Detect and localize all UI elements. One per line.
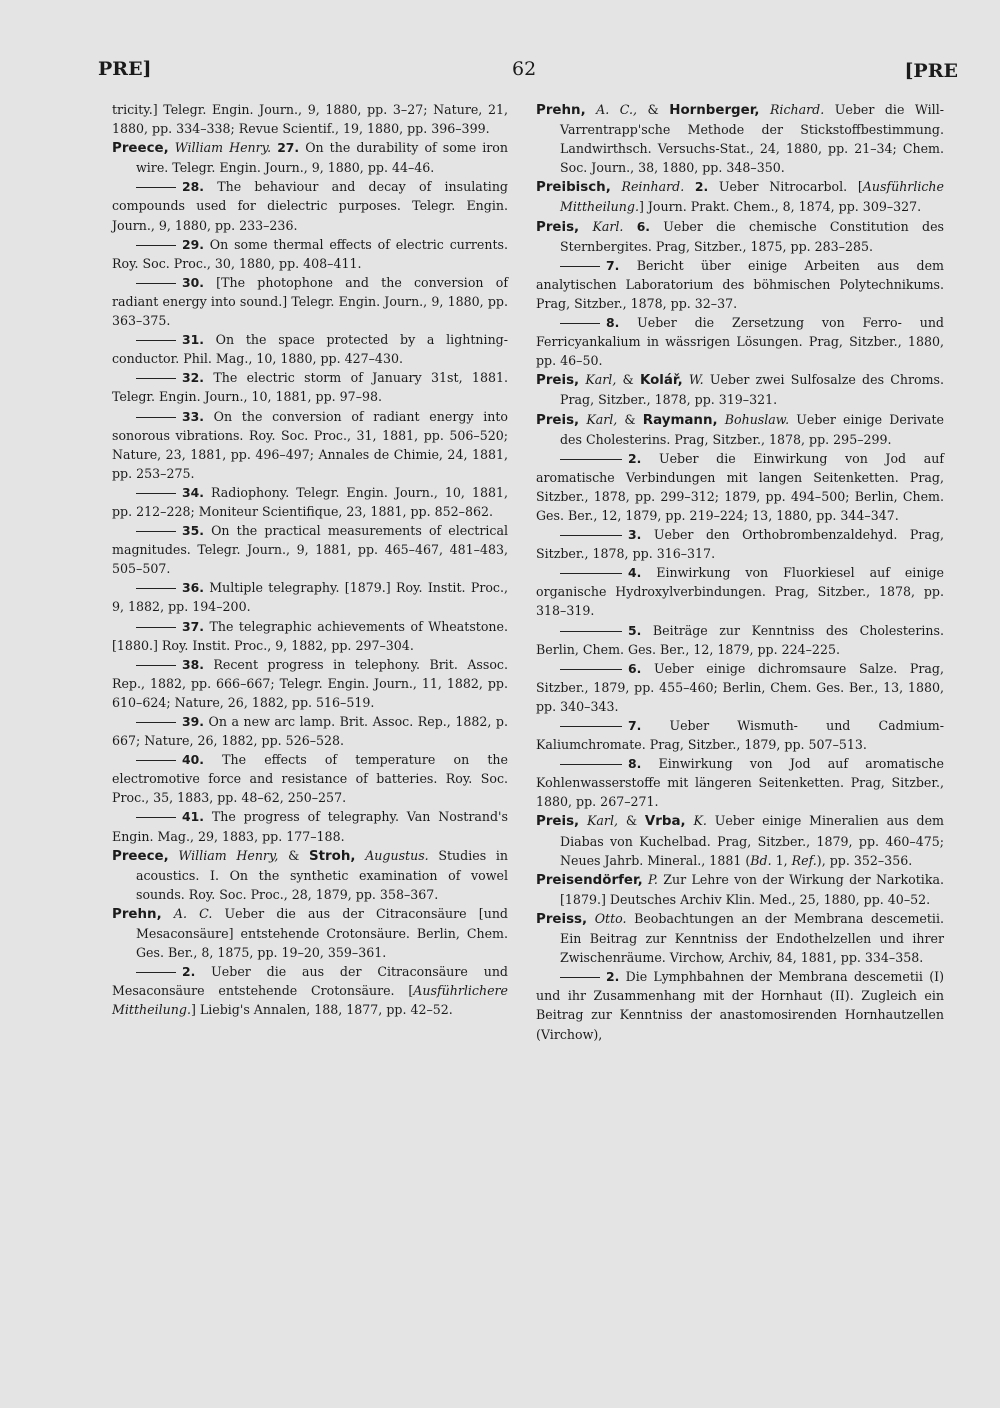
ditto-dash — [136, 493, 176, 494]
sub-entry — [112, 655, 508, 712]
author-name: Preibisch, — [536, 180, 611, 196]
entry-text: ] Journ. Prakt. Chem., 8, 1874, pp. 309–327. — [638, 199, 922, 215]
entry-text: Ueber den Orthobrombenzaldehyd. Prag, Sitzber., 1878, pp. 316–317. — [536, 527, 944, 562]
ditto-dash — [560, 459, 622, 460]
entry-number: 7. — [606, 257, 620, 273]
entry-number: 8. — [628, 756, 642, 772]
entry-number: 34. — [182, 484, 204, 500]
entry-text: & — [636, 102, 670, 117]
entry-text: The progress of telegraphy. Van Nostrand's Engin. Mag., 29, 1883, pp. 177–188. — [112, 809, 508, 844]
entry-number: 41. — [182, 809, 204, 825]
entry-text — [162, 906, 174, 921]
entry-text: On the durability of some iron wire. Telegr. Engin. Journ., 9, 1880, pp. 44–46. — [136, 140, 508, 176]
given-name: William Henry. — [174, 140, 272, 156]
entry-text: & — [617, 813, 645, 829]
entry-text: The electric storm of January 31st, 1881. Telegr. Engin. Journ., 10, 1881, pp. 97–98. — [112, 370, 508, 405]
entry-text — [718, 412, 725, 427]
ditto-dash — [560, 631, 622, 632]
entry-text: Ueber einige Derivate des Cholesterins. Prag, Sitzber., 1878, pp. 295–299. — [560, 411, 945, 447]
sub-entry — [112, 235, 508, 273]
sub-entry — [536, 716, 944, 754]
sub-entry — [112, 483, 508, 521]
sub-entry — [536, 754, 944, 811]
author-name: Preis, — [536, 412, 580, 428]
entry-text: Studies in acoustics. I. On the synthetic examination of vowel sounds. Roy. Soc. Proc., 28, 1879, pp. 358–367. — [136, 847, 509, 902]
entry-number: 36. — [182, 580, 204, 596]
entry-text: Radiophony. Telegr. Engin. Journ., 10, 1881, pp. 212–228; Moniteur Scientifique, 23, 1881, pp. 852–862. — [112, 484, 508, 519]
entry-text — [586, 102, 597, 117]
entry-continuation — [112, 100, 508, 138]
entry-number: 3. — [628, 527, 642, 543]
given-name: Augustus. — [365, 847, 429, 863]
entry-text: & — [617, 411, 643, 427]
italic-text: Ausführliche Mittheilung. — [560, 179, 944, 215]
sub-entry — [112, 750, 508, 807]
ditto-dash — [136, 417, 176, 418]
given-name: William Henry, — [178, 847, 279, 863]
sub-entry — [112, 617, 508, 655]
entry-text: & — [616, 372, 640, 388]
entry-text: Einwirkung von Jod auf aromatische Kohlenwasserstoffe mit längeren Seitenketten. Prag, Sitzber., 1880, pp. 267–271. — [536, 756, 944, 810]
bibliography-entry — [112, 846, 508, 904]
entry-text — [623, 219, 636, 234]
ditto-dash — [136, 283, 176, 284]
left-column — [112, 100, 508, 1020]
entry-number: 6. — [628, 660, 642, 676]
entry-number: 33. — [182, 408, 204, 424]
ditto-dash — [560, 266, 600, 267]
entry-text: On the practical measurements of electrical magnitudes. Telegr. Journ., 9, 1881, pp. 465–467, 481–483, 505–507. — [112, 523, 508, 577]
entry-text: The behaviour and decay of insulating compounds used for dielectric purposes. Telegr. Engin. Journ., 9, 1880, pp. 233–236. — [112, 179, 508, 233]
bibliography-entry — [536, 410, 944, 449]
sub-entry — [536, 659, 944, 716]
sub-entry — [112, 407, 508, 483]
ditto-dash — [136, 760, 176, 761]
entry-text: Ueber zwei Sulfosalze des Chroms. Prag, Sitzber., 1878, pp. 319–321. — [560, 372, 944, 408]
entry-text — [579, 813, 587, 828]
sub-entry — [112, 578, 508, 616]
entry-number: 27. — [277, 140, 300, 156]
given-name: Richard. — [769, 102, 825, 117]
ditto-dash — [136, 187, 176, 188]
entry-text: 1, — [771, 852, 792, 868]
author-name: Preiss, — [536, 911, 588, 927]
sub-entry — [536, 313, 944, 370]
entry-text: Bericht über einige Arbeiten aus dem analytischen Laboratorium des böhmischen Polytechnikums. Prag, Sitzber., 1878, pp. 32–37. — [536, 257, 944, 311]
given-name: Karl. — [592, 218, 624, 234]
page-number: 62 — [512, 58, 537, 80]
sub-entry — [112, 962, 508, 1019]
bibliography-entry — [536, 811, 944, 869]
given-name: P. — [648, 871, 658, 887]
entry-text — [611, 179, 622, 194]
entry-text: ), pp. 352–356. — [816, 852, 913, 868]
author-name: Raymann, — [642, 412, 718, 428]
entry-text: Ueber die Einwirkung von Jod auf aromatische Verbindungen mit langen Seitenketten. Prag, Sitzber., 1878, pp. 299–312; 1879, pp. 494–500; Berlin, Chem. Ges. Ber., 12, 1879, pp. 219–224; 13, 1880, pp. 344–347. — [536, 450, 944, 523]
ditto-dash — [560, 573, 622, 574]
given-name: A. C. — [173, 905, 213, 921]
bibliography-entry — [536, 870, 944, 909]
bibliography-entry — [536, 909, 944, 967]
entry-number: 7. — [628, 718, 642, 733]
entry-text — [587, 911, 595, 926]
entry-number: 37. — [182, 618, 204, 634]
ditto-dash — [136, 245, 176, 246]
entry-number: 28. — [182, 179, 204, 195]
running-header — [98, 58, 958, 88]
entry-text: The telegraphic achievements of Wheatstone. [1880.] Roy. Instit. Proc., 9, 1882, pp. 297–304. — [112, 618, 508, 653]
entry-text: Ueber die aus der Citraconsäure und Mesaconsäure entstehende Crotonsäure. [ — [112, 964, 508, 999]
entry-text: Ueber die Will-Varrentrapp'sche Methode der Stickstoffbestimmung. Landwirthsch. Versuchs-Stat., 24, 1880, pp. 21–34; Chem. Soc. Journ., 38, 1880, pp. 348–350. — [560, 102, 944, 176]
bibliography-entry — [112, 904, 508, 962]
ditto-dash — [560, 764, 622, 765]
entry-number: 31. — [182, 332, 204, 348]
author-name: Preis, — [536, 219, 580, 235]
entry-number: 35. — [182, 523, 204, 539]
author-name: Preis, — [536, 814, 580, 830]
sub-entry — [536, 525, 944, 563]
entry-text: Ueber Nitrocarbol. [ — [708, 179, 863, 195]
bibliography-entry — [112, 138, 508, 177]
entry-text: Die Lymphbahnen der Membrana descemetii (I) und ihr Zusammenhang mit der Hornhaut (II). Zugleich ein Beitrag zur Kenntniss der anastomosirenden Hornhautzellen (Virchow), — [536, 969, 944, 1042]
given-name: Karl, — [587, 813, 618, 829]
italic-text: Ref. — [791, 852, 817, 868]
sub-entry — [112, 712, 508, 750]
entry-text: On a new arc lamp. Brit. Assoc. Rep., 1882, p. 667; Nature, 26, 1882, pp. 526–528. — [112, 714, 508, 749]
given-name: W. — [688, 372, 704, 388]
author-name: Preece, — [112, 141, 169, 157]
given-name: Karl, — [585, 372, 617, 388]
entry-text: On the conversion of radiant energy into sonorous vibrations. Roy. Soc. Proc., 31, 1881, pp. 506–520; Nature, 23, 1881, pp. 496–497; Annales de Chimie, 24, 1881, pp. 253–275. — [112, 408, 508, 481]
entry-number: 2. — [182, 964, 196, 980]
entry-text — [684, 179, 695, 194]
ditto-dash — [560, 977, 600, 978]
entry-text: ] Liebig's Annalen, 188, 1877, pp. 42–52. — [190, 1002, 453, 1018]
author-name: Vrba, — [644, 814, 686, 830]
entry-number: 6. — [636, 218, 651, 234]
ditto-dash — [136, 817, 176, 818]
given-name: Karl, — [586, 411, 618, 427]
sub-entry — [112, 521, 508, 578]
sub-entry — [112, 807, 508, 845]
ditto-dash — [136, 665, 176, 666]
entry-text: Ueber Wismuth- und Cadmium-Kaliumchromate. Prag, Sitzber., 1879, pp. 507–513. — [536, 718, 944, 753]
ditto-dash — [136, 627, 176, 628]
author-name: Preece, — [112, 848, 169, 864]
entry-text: Ueber einige dichromsaure Salze. Prag, Sitzber., 1879, pp. 455–460; Berlin, Chem. Ges. Ber., 13, 1880, pp. 340–343. — [536, 660, 944, 714]
entry-text: Zur Lehre von der Wirkung der Narkotika. [1879.] Deutsches Archiv Klin. Med., 25, 1880, pp. 40–52. — [560, 871, 944, 907]
sub-entry — [536, 967, 944, 1043]
entry-text: tricity.] Telegr. Engin. Journ., 9, 1880, pp. 3–27; Nature, 21, 1880, pp. 334–338; Revue Scientif., 19, 1880, pp. 396–399. — [112, 102, 508, 137]
entry-text: Ueber die aus der Citraconsäure [und Mesaconsäure] entstehende Crotonsäure. Berlin, Chem. Ges. Ber., 8, 1875, pp. 19–20, 359–361. — [136, 905, 508, 961]
entry-number: 30. — [182, 274, 204, 290]
entry-number: 2. — [606, 969, 620, 985]
entry-number: 38. — [182, 656, 204, 672]
sub-entry — [112, 368, 508, 406]
entry-number: 32. — [182, 370, 204, 386]
entry-text: Einwirkung von Fluorkiesel auf einige organische Hydroxylverbindungen. Prag, Sitzber., 1878, pp. 318–319. — [536, 565, 944, 619]
entry-text: Ueber die Zersetzung von Ferro- und Ferricyankalium in wässrigen Lösungen. Prag, Sitzber., 1880, pp. 46–50. — [536, 315, 944, 369]
author-name: Prehn, — [112, 906, 162, 922]
ditto-dash — [560, 535, 622, 536]
ditto-dash — [136, 972, 176, 973]
entry-text: Ueber die chemische Constitution des Sternbergites. Prag, Sitzber., 1875, pp. 283–285. — [560, 218, 944, 254]
sub-entry — [112, 177, 508, 234]
bibliography-entry — [536, 100, 944, 177]
entry-text: [The photophone and the conversion of radiant energy into sound.] Telegr. Engin. Journ., 9, 1880, pp. 363–375. — [112, 274, 508, 329]
author-name: Hornberger, — [669, 103, 760, 118]
entry-text: Beobachtungen an der Membrana descemetii. Ein Beitrag zur Kenntniss der Endothelzellen und ihrer Zwischenräume. Virchow, Archiv, 84, 1881, pp. 334–358. — [560, 910, 944, 966]
entry-text: On the space protected by a lightning-conductor. Phil. Mag., 10, 1880, pp. 427–430. — [112, 332, 508, 367]
sub-entry — [536, 621, 944, 659]
ditto-dash — [560, 323, 600, 324]
entry-text: The effects of temperature on the electromotive force and resistance of batteries. Roy. Soc. Proc., 35, 1883, pp. 48–62, 250–257. — [112, 752, 508, 806]
entry-text — [169, 848, 179, 863]
entry-number: 8. — [606, 315, 620, 331]
ditto-dash — [136, 340, 176, 341]
ditto-dash — [136, 531, 176, 532]
author-name: Prehn, — [536, 103, 586, 118]
entry-number: 29. — [182, 236, 204, 252]
entry-text — [355, 848, 365, 863]
italic-text: Bd. — [750, 852, 772, 868]
entry-number: 39. — [182, 714, 204, 729]
given-name: K. — [693, 813, 707, 829]
entry-text: & — [278, 847, 310, 863]
sub-entry — [536, 449, 944, 525]
entry-number: 2. — [628, 450, 642, 466]
ditto-dash — [560, 669, 622, 670]
bibliography-entry — [536, 217, 944, 256]
given-name: Bohuslaw. — [724, 411, 790, 427]
author-name: Stroh, — [309, 848, 356, 864]
right-column — [536, 100, 944, 1044]
entry-text: On some thermal effects of electric currents. Roy. Soc. Proc., 30, 1880, pp. 408–411. — [112, 236, 508, 271]
header-left: PRE] — [98, 58, 152, 80]
ditto-dash — [136, 378, 176, 379]
author-name: Kolář, — [639, 373, 683, 389]
sub-entry — [112, 273, 508, 330]
author-name: Preis, — [536, 373, 580, 389]
header-right: [PRE — [904, 60, 958, 82]
entry-text — [759, 102, 770, 117]
entry-text: Beiträge zur Kenntniss des Cholesterins. Berlin, Chem. Ges. Ber., 12, 1879, pp. 224–225. — [536, 622, 944, 657]
entry-number: 4. — [628, 565, 642, 581]
sub-entry — [536, 256, 944, 313]
ditto-dash — [136, 588, 176, 589]
entry-text: Multiple telegraphy. [1879.] Roy. Instit. Proc., 9, 1882, pp. 194–200. — [112, 580, 508, 615]
author-name: Preisendörfer, — [536, 872, 643, 888]
entry-number: 40. — [182, 752, 204, 768]
entry-number: 5. — [628, 622, 642, 638]
bibliography-entry — [536, 370, 944, 409]
ditto-dash — [560, 726, 622, 727]
bibliography-entry — [536, 177, 944, 216]
entry-text: Recent progress in telephony. Brit. Assoc. Rep., 1882, pp. 666–667; Telegr. Engin. Journ., 11, 1882, pp. 610–624; Nature, 26, 1882, pp. 516–519. — [112, 656, 508, 710]
ditto-dash — [136, 722, 176, 723]
given-name: A. C., — [596, 102, 637, 117]
sub-entry — [112, 330, 508, 368]
entry-text: Ueber einige Mineralien aus dem Diabas von Kuchelbad. Prag, Sitzber., 1879, pp. 460–475; Neues Jahrb. Mineral., 1881 ( — [560, 813, 944, 868]
italic-text: Ausführlichere Mittheilung. — [112, 983, 508, 1018]
sub-entry — [536, 563, 944, 620]
given-name: Reinhard. — [621, 179, 685, 195]
entry-number: 2. — [694, 179, 709, 195]
given-name: Otto. — [594, 910, 627, 926]
entry-text — [579, 219, 592, 234]
